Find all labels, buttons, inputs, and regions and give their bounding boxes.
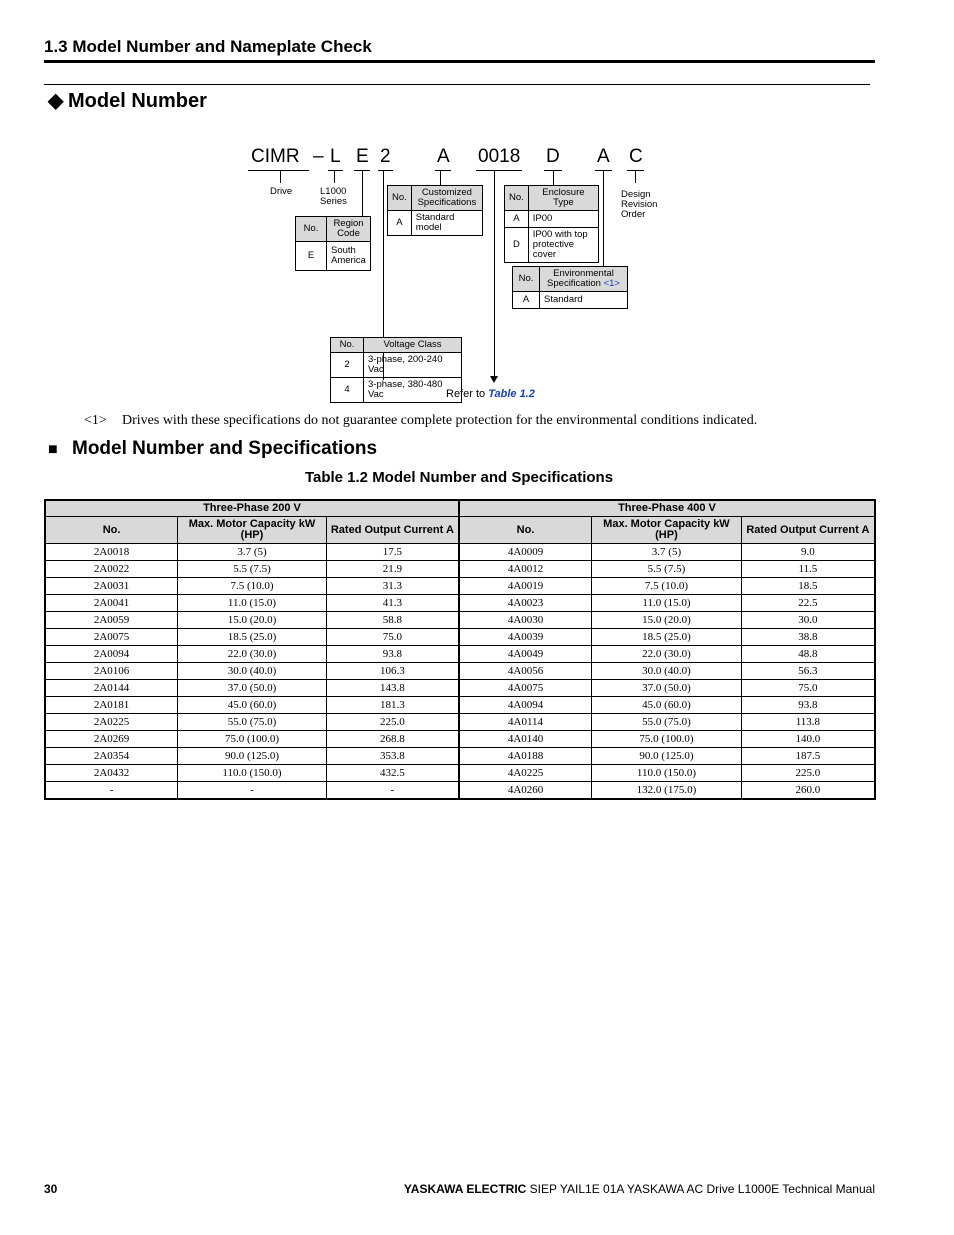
connector-custom: [440, 170, 441, 185]
code-region: E: [356, 146, 369, 167]
table-cell: 11.5: [741, 561, 875, 578]
table-row: [45, 782, 875, 800]
region-code-table: [295, 216, 371, 271]
table-row: [45, 765, 875, 782]
table-cell: 37.0 (50.0): [592, 680, 742, 697]
table-cell: 21.9: [326, 561, 459, 578]
table-cell: 2A0018: [45, 544, 178, 561]
voltage-h-no: No.: [331, 338, 364, 353]
table-row: [45, 629, 875, 646]
env-row-val: Standard: [540, 292, 628, 309]
table-cell: 181.3: [326, 697, 459, 714]
footer-brand: YASKAWA ELECTRIC: [403, 1182, 527, 1196]
table-cell: 2A0041: [45, 595, 178, 612]
table-cell: 56.3: [741, 663, 875, 680]
table-cell: 2A0094: [45, 646, 178, 663]
underline-capacity: [476, 170, 522, 171]
group-200v: Three-Phase 200 V: [45, 500, 459, 517]
table-cell: 260.0: [741, 782, 875, 800]
enclosure-r2-val: IP00 with top protective cover: [528, 228, 598, 263]
table-cell: 48.8: [741, 646, 875, 663]
header-rule: [44, 60, 875, 63]
connector-design: [635, 170, 636, 183]
table-cell: 2A0059: [45, 612, 178, 629]
table-cell: 45.0 (60.0): [592, 697, 742, 714]
table-row: [45, 663, 875, 680]
connector-drive: [280, 170, 281, 183]
table-cell: 225.0: [326, 714, 459, 731]
table-cell: 4A0012: [459, 561, 592, 578]
table-cell: 143.8: [326, 680, 459, 697]
col-no: No.: [459, 517, 592, 544]
specs-table: [44, 499, 876, 800]
table-cell: 55.0 (75.0): [178, 714, 327, 731]
table-cell: 18.5: [741, 578, 875, 595]
enclosure-type-table: [504, 185, 599, 263]
custom-spec-table: [387, 185, 483, 236]
label-design-2: Revision: [621, 199, 658, 210]
label-series-1: L1000: [320, 186, 347, 197]
table-cell: 2A0432: [45, 765, 178, 782]
footnote: [84, 413, 757, 429]
table-cell: 4A0140: [459, 731, 592, 748]
col-current: Rated Output Current A: [326, 517, 459, 544]
col-capacity: Max. Motor Capacity kW (HP): [592, 517, 742, 544]
table-cell: 30.0: [741, 612, 875, 629]
table-cell: 110.0 (150.0): [592, 765, 742, 782]
table-cell: 2A0181: [45, 697, 178, 714]
table-cell: 22.0 (30.0): [178, 646, 327, 663]
region-h-no: No.: [296, 217, 327, 242]
table-cell: 4A0023: [459, 595, 592, 612]
table-cell: 2A0075: [45, 629, 178, 646]
table-cell: 225.0: [741, 765, 875, 782]
enclosure-h-name: Enclosure Type: [528, 186, 598, 211]
table-cell: 75.0: [741, 680, 875, 697]
table-cell: 2A0225: [45, 714, 178, 731]
table-cell: 113.8: [741, 714, 875, 731]
table-cell: 9.0: [741, 544, 875, 561]
col-no: No.: [45, 517, 178, 544]
table-cell: 75.0 (100.0): [178, 731, 327, 748]
specs-title: Model Number and Specifications: [72, 438, 378, 459]
table-row: [45, 748, 875, 765]
custom-h-no: No.: [388, 186, 412, 211]
voltage-r1-val: 3-phase, 200-240 Vac: [364, 353, 462, 378]
code-design: C: [629, 146, 643, 167]
table-row: [45, 544, 875, 561]
label-series-2: Series: [320, 196, 347, 207]
code-voltage: 2: [380, 146, 391, 167]
table-cell: 17.5: [326, 544, 459, 561]
table-row: [45, 646, 875, 663]
group-400v: Three-Phase 400 V: [459, 500, 875, 517]
enclosure-r2-no: D: [505, 228, 529, 263]
connector-capacity: [494, 170, 495, 377]
section-heading: 1.3 Model Number and Nameplate Check: [44, 37, 372, 56]
table-cell: 4A0056: [459, 663, 592, 680]
table-cell: 140.0: [741, 731, 875, 748]
region-row-val: South America: [327, 242, 371, 271]
table-cell: 4A0114: [459, 714, 592, 731]
voltage-r1-no: 2: [331, 353, 364, 378]
table-cell: 4A0009: [459, 544, 592, 561]
table-cell: 90.0 (125.0): [592, 748, 742, 765]
env-h-name: Environmental Specification <1>: [540, 267, 628, 292]
code-capacity: 0018: [478, 146, 521, 167]
underline-series: [328, 170, 343, 171]
table-cell: 4A0225: [459, 765, 592, 782]
region-h-name: Region Code: [327, 217, 371, 242]
label-drive: Drive: [270, 186, 293, 197]
voltage-h-name: Voltage Class: [364, 338, 462, 353]
enclosure-r1-val: IP00: [528, 211, 598, 228]
label-design-1: Design: [621, 189, 651, 200]
table-cell: 106.3: [326, 663, 459, 680]
table-cell: 3.7 (5): [592, 544, 742, 561]
table-row: [45, 561, 875, 578]
env-row-no: A: [513, 292, 540, 309]
model-number-heading: [48, 88, 207, 113]
table-cell: -: [45, 782, 178, 800]
table-cell: 45.0 (60.0): [178, 697, 327, 714]
table-cell: 4A0260: [459, 782, 592, 800]
voltage-r2-no: 4: [331, 378, 364, 403]
table-row: [45, 578, 875, 595]
table-cell: 41.3: [326, 595, 459, 612]
footer-doc: [404, 1182, 875, 1196]
table-cell: 55.0 (75.0): [592, 714, 742, 731]
connector-enclosure: [553, 170, 554, 185]
table-cell: 75.0: [326, 629, 459, 646]
table-cell: 30.0 (40.0): [592, 663, 742, 680]
table-cell: 5.5 (7.5): [592, 561, 742, 578]
table-cell: 432.5: [326, 765, 459, 782]
table-cell: 4A0188: [459, 748, 592, 765]
environmental-spec-table: [512, 266, 628, 309]
table-cell: 31.3: [326, 578, 459, 595]
table-cell: 2A0354: [45, 748, 178, 765]
table-row: [45, 680, 875, 697]
table-row: [45, 714, 875, 731]
custom-row-val: Standard model: [411, 211, 482, 236]
underline-voltage: [378, 170, 393, 171]
table-cell: 110.0 (150.0): [178, 765, 327, 782]
table-cell: 2A0106: [45, 663, 178, 680]
model-number-title: Model Number: [68, 90, 207, 112]
underline-cimr: [248, 170, 309, 171]
enclosure-h-no: No.: [505, 186, 529, 211]
table-cell: 93.8: [741, 697, 875, 714]
custom-h-name: Customized Specifications: [411, 186, 482, 211]
table-cell: 4A0075: [459, 680, 592, 697]
table-cell: 15.0 (20.0): [178, 612, 327, 629]
connector-environment: [603, 170, 604, 266]
table-cell: 3.7 (5): [178, 544, 327, 561]
code-series: L: [330, 146, 341, 167]
table-cell: 353.8: [326, 748, 459, 765]
page-number: 30: [44, 1182, 58, 1196]
env-h-no: No.: [513, 267, 540, 292]
specs-heading: [48, 438, 377, 460]
table-cell: 2A0022: [45, 561, 178, 578]
table-cell: -: [178, 782, 327, 800]
code-environment: A: [597, 146, 610, 167]
table-cell: 4A0094: [459, 697, 592, 714]
table-cell: 37.0 (50.0): [178, 680, 327, 697]
table-cell: 7.5 (10.0): [178, 578, 327, 595]
code-cimr: CIMR: [251, 146, 300, 167]
env-footnote-ref[interactable]: <1>: [603, 278, 620, 289]
header-rule-thin: [44, 84, 870, 85]
table-cell: 38.8: [741, 629, 875, 646]
connector-region: [362, 170, 363, 216]
table-cell: 4A0049: [459, 646, 592, 663]
table-cell: 18.5 (25.0): [178, 629, 327, 646]
underline-custom: [435, 170, 451, 171]
table-cell: 58.8: [326, 612, 459, 629]
table-cell: 5.5 (7.5): [178, 561, 327, 578]
table-cell: 22.0 (30.0): [592, 646, 742, 663]
table-row: [45, 595, 875, 612]
code-custom: A: [437, 146, 450, 167]
region-row-no: E: [296, 242, 327, 271]
table-row: [45, 612, 875, 629]
table-cell: 75.0 (100.0): [592, 731, 742, 748]
table-link[interactable]: Table 1.2: [488, 388, 535, 400]
table-cell: 15.0 (20.0): [592, 612, 742, 629]
table-cell: 2A0031: [45, 578, 178, 595]
table-caption: Table 1.2 Model Number and Specifications: [304, 469, 614, 486]
table-cell: 7.5 (10.0): [592, 578, 742, 595]
table-cell: 18.5 (25.0): [592, 629, 742, 646]
label-design-3: Order: [621, 209, 646, 220]
table-cell: 11.0 (15.0): [178, 595, 327, 612]
table-cell: 2A0144: [45, 680, 178, 697]
refer-note: Refer to Table 1.2: [446, 388, 535, 400]
square-icon: ■: [48, 441, 58, 458]
diamond-icon: ◆: [48, 90, 64, 112]
voltage-r2-val: 3-phase, 380-480 Vac: [364, 378, 462, 403]
table-cell: 90.0 (125.0): [178, 748, 327, 765]
code-dash: –: [313, 146, 324, 167]
table-cell: -: [326, 782, 459, 800]
table-cell: 4A0030: [459, 612, 592, 629]
table-cell: 4A0039: [459, 629, 592, 646]
model-number-diagram: [0, 140, 954, 410]
connector-series: [334, 170, 335, 183]
table-cell: 93.8: [326, 646, 459, 663]
col-capacity: Max. Motor Capacity kW (HP): [178, 517, 327, 544]
table-row: [45, 697, 875, 714]
table-cell: 11.0 (15.0): [592, 595, 742, 612]
custom-row-no: A: [388, 211, 412, 236]
footer-manual: SIEP YAIL1E 01A YASKAWA AC Drive L1000E Technical Manual: [526, 1182, 875, 1196]
table-cell: 4A0019: [459, 578, 592, 595]
table-cell: 132.0 (175.0): [592, 782, 742, 800]
voltage-class-table: [330, 337, 462, 403]
col-current: Rated Output Current A: [741, 517, 875, 544]
enclosure-r1-no: A: [505, 211, 529, 228]
table-row: [45, 731, 875, 748]
arrow-down-icon: [490, 376, 498, 383]
table-cell: 30.0 (40.0): [178, 663, 327, 680]
table-cell: 268.8: [326, 731, 459, 748]
table-cell: 187.5: [741, 748, 875, 765]
code-enclosure: D: [546, 146, 560, 167]
footnote-text: Drives with these specifications do not guarantee complete protection for the environmental conditions indicated.: [122, 413, 758, 428]
table-cell: 2A0269: [45, 731, 178, 748]
footnote-tag: <1>: [84, 413, 107, 428]
table-cell: 22.5: [741, 595, 875, 612]
